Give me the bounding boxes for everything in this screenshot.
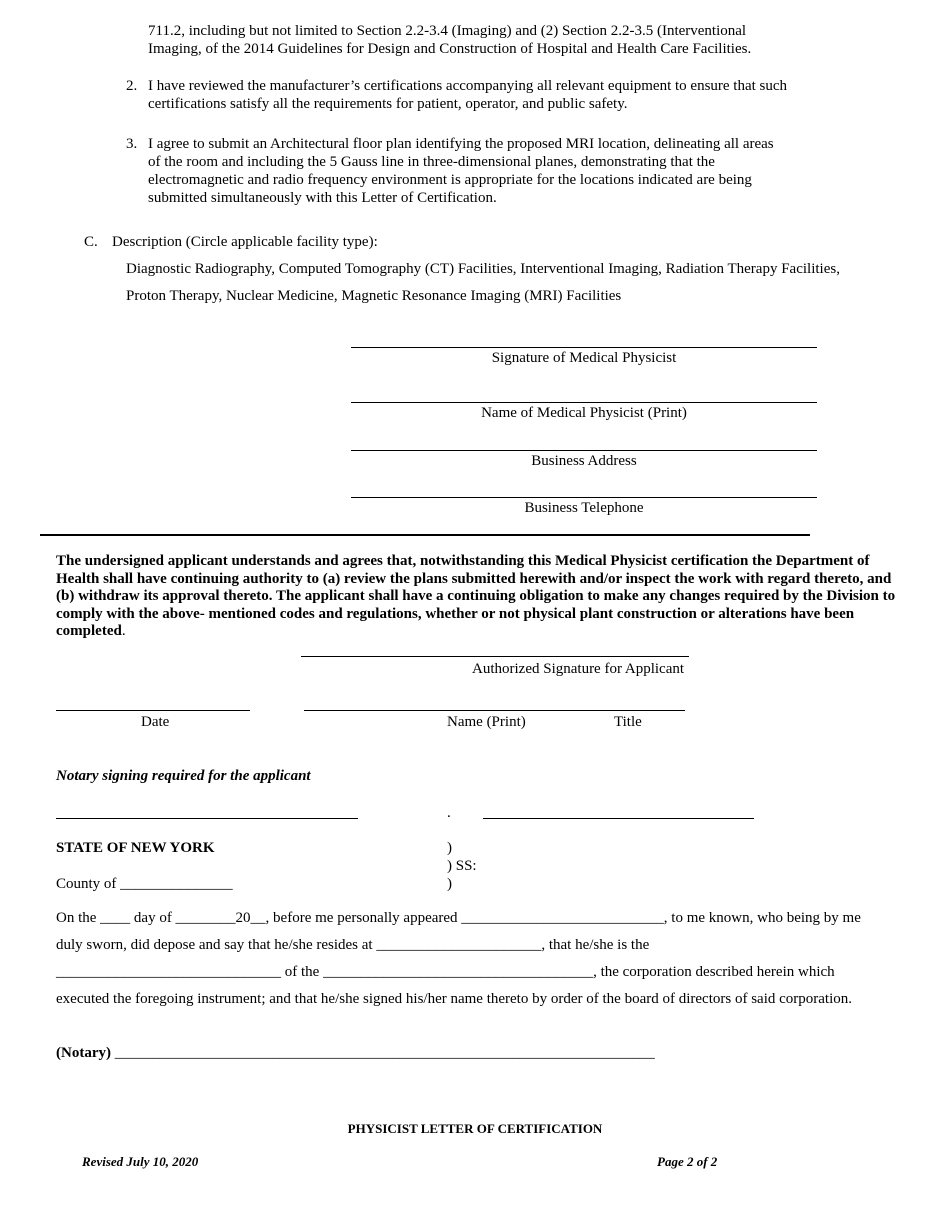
notary-text-line-3[interactable]: ______________________________ of the ____________________________________, the corporation described herein which <box>56 964 835 980</box>
authorized-signature-line[interactable] <box>301 656 689 657</box>
physicist-signature-label: Signature of Medical Physicist <box>491 350 677 366</box>
applicant-statement-text: The undersigned applicant understands and agrees that, notwithstanding this Medical Physicist certification the Department of Health shall have continuing authority to (a) review the plans submitted herewith and/or inspect the work with regard thereto, and (b) withdraw its approval thereto. The applicant shall have a continuing obligation to make any changes required by the Division to comply with the above- mentioned codes and regulations, whether or not physical plant construction or alterations have been completed <box>56 553 896 640</box>
physicist-name-label: Name of Medical Physicist (Print) <box>481 405 687 421</box>
date-line[interactable] <box>56 710 250 711</box>
applicant-statement-end: . <box>121 623 126 640</box>
list-item-number: 2. <box>126 78 138 94</box>
authorized-signature-label: Authorized Signature for Applicant <box>472 661 685 677</box>
date-label: Date <box>141 714 170 730</box>
notary-signature-field[interactable] <box>56 1044 655 1062</box>
name-print-label: Name (Print) <box>447 714 526 730</box>
notary-label: (Notary) <box>56 1045 111 1061</box>
physicist-name-line[interactable] <box>351 402 817 403</box>
physicist-signature-line[interactable] <box>351 347 817 348</box>
notary-signature-line[interactable]: ________________________________________________________________________ <box>114 1045 655 1061</box>
notary-dot: . <box>447 805 451 821</box>
page-number: Page 2 of 2 <box>657 1154 718 1169</box>
business-telephone-label: Business Telephone <box>524 500 644 516</box>
business-address-line[interactable] <box>351 450 817 451</box>
state-label: STATE OF NEW YORK <box>56 840 215 856</box>
section-divider <box>40 534 810 536</box>
list-item-text: I agree to submit an Architectural floor plan identifying the proposed MRI location, delineating all areas of the room and including the 5 Gauss line in three-dimensional planes, demonstrating that the electromagnetic and radio frequency environment is appropriate for the locations indicated are being submitted simultaneously with this Letter of Certification. <box>148 136 774 206</box>
bracket-1: ) <box>447 840 452 856</box>
name-title-line[interactable] <box>304 710 685 711</box>
notary-heading: Notary signing required for the applicant <box>56 768 311 784</box>
list-item-number: 3. <box>126 136 138 152</box>
revised-date: Revised July 10, 2020 <box>82 1154 199 1169</box>
notary-blank-line-right[interactable] <box>483 818 754 819</box>
county-field[interactable]: County of _______________ <box>56 876 233 892</box>
business-telephone-line[interactable] <box>351 497 817 498</box>
notary-text-line-4: executed the foregoing instrument; and that he/she signed his/her name thereto by order of the board of directors of said corporation. <box>56 991 852 1007</box>
list-intro-text: 711.2, including but not limited to Section 2.2-3.4 (Imaging) and (2) Section 2.2-3.5 (Interventional Imaging, of the 2014 Guidelines for Design and Construction of Hospital and Health Care Facilities. <box>148 23 752 57</box>
facility-types-line-2[interactable]: Proton Therapy, Nuclear Medicine, Magnetic Resonance Imaging (MRI) Facilities <box>126 288 622 304</box>
facility-types-line-1[interactable]: Diagnostic Radiography, Computed Tomography (CT) Facilities, Interventional Imaging, Radiation Therapy Facilities, <box>126 261 840 277</box>
notary-text-line-2[interactable]: duly sworn, did depose and say that he/she resides at ______________________, that he/she is the <box>56 937 650 953</box>
notary-text-line-1[interactable]: On the ____ day of ________20__, before me personally appeared ___________________________, to me known, who being by me <box>56 910 861 926</box>
section-c-heading: Description (Circle applicable facility type): <box>112 234 378 250</box>
section-c-letter: C. <box>84 234 98 250</box>
applicant-statement <box>56 553 901 641</box>
bracket-3: ) <box>447 876 452 892</box>
title-label: Title <box>614 714 642 730</box>
ss-label: ) SS: <box>447 858 477 874</box>
form-title: PHYSICIST LETTER OF CERTIFICATION <box>347 1121 603 1136</box>
list-item-text: I have reviewed the manufacturer’s certifications accompanying all relevant equipment to ensure that such certifications satisfy all the requirements for patient, operator, and public safety. <box>148 78 788 112</box>
notary-blank-line-left[interactable] <box>56 818 358 819</box>
business-address-label: Business Address <box>531 453 637 469</box>
